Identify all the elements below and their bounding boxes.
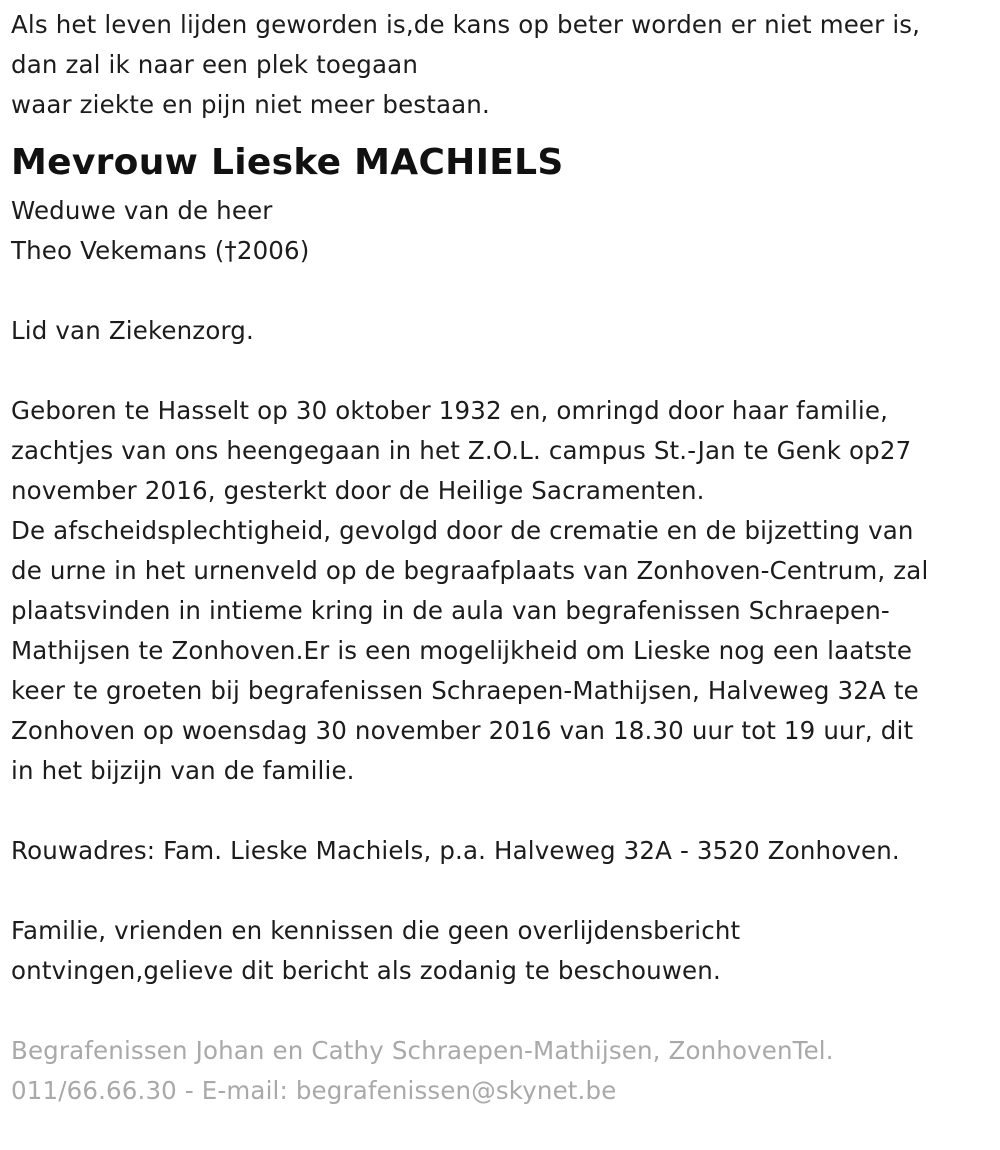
announcement-line: Geboren te Hasselt op 30 oktober 1932 en, omringd door haar familie, bbox=[11, 396, 889, 425]
spouse-info bbox=[11, 191, 1000, 271]
announcement-line: de urne in het urnenveld op de begraafplaats van Zonhoven-Centrum, zal bbox=[11, 556, 929, 585]
footer-line: 011/66.66.30 - E-mail: begrafenissen@skynet.be bbox=[11, 1076, 617, 1105]
spacer bbox=[11, 271, 1000, 311]
poem-line: waar ziekte en pijn niet meer bestaan. bbox=[11, 90, 490, 119]
announcement-line: in het bijzijn van de familie. bbox=[11, 756, 355, 785]
mourning-address: Rouwadres: Fam. Lieske Machiels, p.a. Halveweg 32A - 3520 Zonhoven. bbox=[11, 836, 900, 865]
poem bbox=[11, 5, 1000, 125]
announcement-line: Mathijsen te Zonhoven.Er is een mogelijkheid om Lieske nog een laatste bbox=[11, 636, 913, 665]
membership: Lid van Ziekenzorg. bbox=[11, 316, 254, 345]
spacer bbox=[11, 351, 1000, 391]
notice-line: Familie, vrienden en kennissen die geen overlijdensbericht bbox=[11, 916, 741, 945]
notice-text bbox=[11, 911, 1000, 991]
announcement-line: keer te groeten bij begrafenissen Schraepen-Mathijsen, Halveweg 32A te bbox=[11, 676, 919, 705]
announcement-line: zachtjes van ons heengegaan in het Z.O.L. campus St.-Jan te Genk op27 bbox=[11, 436, 912, 465]
announcement-text bbox=[11, 391, 1000, 791]
announcement-line: november 2016, gesterkt door de Heilige Sacramenten. bbox=[11, 476, 705, 505]
announcement-line: De afscheidsplechtigheid, gevolgd door de crematie en de bijzetting van bbox=[11, 516, 914, 545]
poem-line: Als het leven lijden geworden is,de kans op beter worden er niet meer is, bbox=[11, 10, 921, 39]
announcement-line: plaatsvinden in intieme kring in de aula van begrafenissen Schraepen- bbox=[11, 596, 890, 625]
announcement-line: Zonhoven op woensdag 30 november 2016 van 18.30 uur tot 19 uur, dit bbox=[11, 716, 914, 745]
spacer bbox=[11, 791, 1000, 831]
spouse-line: Weduwe van de heer bbox=[11, 196, 273, 225]
spacer bbox=[11, 991, 1000, 1031]
poem-line: dan zal ik naar een plek toegaan bbox=[11, 50, 418, 79]
spouse-line: Theo Vekemans (†2006) bbox=[11, 236, 310, 265]
deceased-name: Mevrouw Lieske MACHIELS bbox=[11, 142, 564, 183]
footer-line: Begrafenissen Johan en Cathy Schraepen-Mathijsen, ZonhovenTel. bbox=[11, 1036, 834, 1065]
spacer bbox=[11, 871, 1000, 911]
notice-line: ontvingen,gelieve dit bericht als zodanig te beschouwen. bbox=[11, 956, 721, 985]
funeral-home-footer bbox=[11, 1031, 1000, 1111]
